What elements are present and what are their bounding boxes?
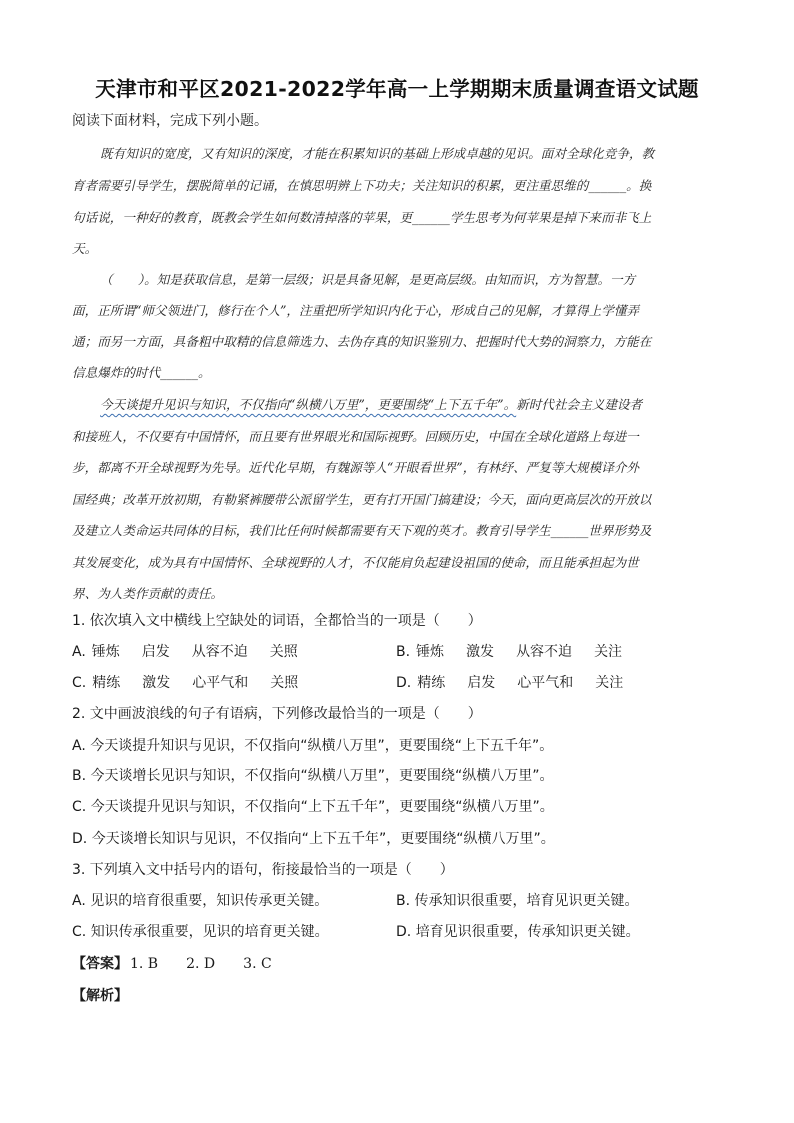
passage-p3-line-2: 和接班人，不仅要有中国情怀，而且要有世界眼光和国际视野。回顾历史，中国在全球化道路上每进一 (72, 429, 639, 444)
passage-p2-line-1: （ ）。知是获取信息，是第一层级；识是具备见解，是更高层级。由知而识，方为智慧。一方 (100, 272, 636, 287)
question-3-stem: 3. 下列填入文中括号内的语句，衔接最恰当的一项是（ ） (72, 862, 454, 878)
passage-p3-line-4: 国经典；改革开放初期，有勒紧裤腰带公派留学生，更有打开国门搞建设；今天，面向更高层次的开放以 (72, 492, 652, 507)
q3-option-a (72, 890, 328, 910)
q3-option-a-text: 见识的培育很重要，知识传承更关键。 (90, 893, 329, 909)
answer-tag: 【答案】 (72, 956, 128, 972)
q1-option-c-label: C. (72, 675, 87, 691)
q1-option-a-word-4: 关照 (269, 644, 298, 660)
q1-option-a-label: A. (72, 644, 86, 660)
q1-option-a-word-1: 锤炼 (91, 644, 120, 660)
q3-option-d (396, 921, 640, 941)
q3-option-c-text: 知识传承很重要，见识的培育更关键。 (90, 924, 329, 940)
answer-item-1: 1. B (130, 956, 159, 972)
q1-option-a-word-2: 启发 (141, 644, 170, 660)
passage-p3-line-5: 及建立人类命运共同体的目标，我们比任何时候都需要有天下观的英才。教育引导学生______世界形势及 (72, 523, 652, 538)
q1-option-b-word-3: 从容不迫 (516, 644, 573, 660)
answer-item-2: 2. D (186, 956, 216, 972)
q1-option-d-label: D. (396, 675, 412, 691)
passage-p3-line-6: 其发展变化，成为具有中国情怀、全球视野的人才，不仅能肩负起建设祖国的使命，而且能承担起为世 (72, 555, 639, 570)
q2-option-a-label: A. (72, 738, 86, 754)
q1-option-c-word-4: 关照 (270, 675, 299, 691)
q2-option-b-text: 今天谈增长见识与知识，不仅指向“纵横八万里”，更要围绕“纵横八万里”。 (90, 768, 554, 784)
q3-option-b-label: B. (396, 893, 411, 909)
q3-option-b (396, 890, 639, 910)
wavy-underlined-sentence: 今天谈提升见识与知识，不仅指向“纵横八万里”，更要围绕“上下五千年”。 (100, 397, 517, 412)
q2-option-d-text: 今天谈增长知识与见识，不仅指向“上下五千年”，更要围绕“纵横八万里”。 (91, 831, 555, 847)
question-2-stem: 2. 文中画波浪线的句子有语病，下列修改最恰当的一项是（ ） (72, 706, 482, 722)
passage-p1-line-3: 句话说，一种好的教育，既教会学生如何数清掉落的苹果，更______学生思考为何苹果是掉下来而非飞上 (72, 210, 652, 225)
passage-p3-line-7: 界、为人类作贡献的责任。 (72, 586, 224, 601)
q1-option-a-word-3: 从容不迫 (191, 644, 248, 660)
q3-option-a-label: A. (72, 893, 86, 909)
q1-option-d (396, 672, 623, 692)
q3-option-b-text: 传承知识很重要，培育见识更关键。 (414, 893, 639, 909)
q1-option-c-word-3: 心平气和 (192, 675, 249, 691)
q1-option-d-word-2: 启发 (467, 675, 496, 691)
passage-p1-line-1: 既有知识的宽度，又有知识的深度，才能在积累知识的基础上形成卓越的见识。面对全球化竞争，教 (100, 146, 655, 161)
passage-p2-line-4: 信息爆炸的时代______。 (72, 365, 211, 380)
q3-option-c-label: C. (72, 924, 87, 940)
q1-option-d-word-4: 关注 (595, 675, 624, 691)
q1-option-a (72, 641, 298, 661)
q2-option-a-text: 今天谈提升知识与见识，不仅指向“纵横八万里”，更要围绕“上下五千年”。 (90, 738, 554, 754)
q1-option-b-word-4: 关注 (594, 644, 623, 660)
q1-option-c-word-2: 激发 (142, 675, 171, 691)
q2-option-d (72, 828, 555, 848)
q1-option-b-label: B. (396, 644, 411, 660)
q2-option-b (72, 765, 554, 785)
q1-option-d-word-3: 心平气和 (517, 675, 574, 691)
q1-option-d-word-1: 精练 (417, 675, 446, 691)
passage-p3-line-1 (100, 394, 642, 413)
q2-option-b-label: B. (72, 768, 87, 784)
q1-option-c (72, 672, 298, 692)
q1-option-b-word-1: 锤炼 (416, 644, 445, 660)
answer-line (72, 953, 292, 973)
q2-option-d-label: D. (72, 831, 88, 847)
passage-p2-line-3: 通；而另一方面，具备粗中取精的信息筛选力、去伪存真的知识鉴别力、把握时代大势的洞察力，方能在 (72, 334, 652, 349)
question-1-stem: 1. 依次填入文中横线上空缺处的词语，全都恰当的一项是（ ） (72, 613, 482, 629)
instruction: 阅读下面材料，完成下列小题。 (72, 113, 268, 129)
q3-option-c (72, 921, 329, 941)
q3-option-d-label: D. (396, 924, 412, 940)
answer-item-3: 3. C (243, 956, 272, 972)
q2-option-a (72, 735, 553, 755)
passage-p1-line-4: 天。 (72, 241, 98, 256)
q1-option-c-word-1: 精练 (92, 675, 121, 691)
passage-p3-line-3: 步，都离不开全球视野为先导。近代化早期，有魏源等人“开眼看世界”，有林纾、严复等大规模译介外 (72, 460, 640, 475)
q2-option-c-label: C. (72, 799, 87, 815)
q1-option-b-word-2: 激发 (466, 644, 495, 660)
passage-p1-line-2: 育者需要引导学生，摆脱简单的记诵，在慎思明辨上下功夫；关注知识的积累，更注重思维的______。换 (72, 178, 652, 193)
q3-option-d-text: 培育见识很重要，传承知识更关键。 (415, 924, 640, 940)
analysis-line (72, 985, 128, 1005)
q2-option-c-text: 今天谈提升见识与知识，不仅指向“上下五千年”，更要围绕“纵横八万里”。 (90, 799, 554, 815)
document-title: 天津市和平区2021-2022学年高一上学期期末质量调查语文试题 (95, 77, 699, 101)
passage-p2-line-2: 面，正所谓“师父领进门，修行在个人”，注重把所学知识内化于心，形成自己的见解，才算得上学懂弄 (72, 303, 640, 318)
q1-option-b (396, 641, 622, 661)
analysis-tag: 【解析】 (72, 988, 128, 1004)
q2-option-c (72, 796, 554, 816)
passage-p3-line-1-rest: 新时代社会主义建设者 (516, 397, 643, 412)
